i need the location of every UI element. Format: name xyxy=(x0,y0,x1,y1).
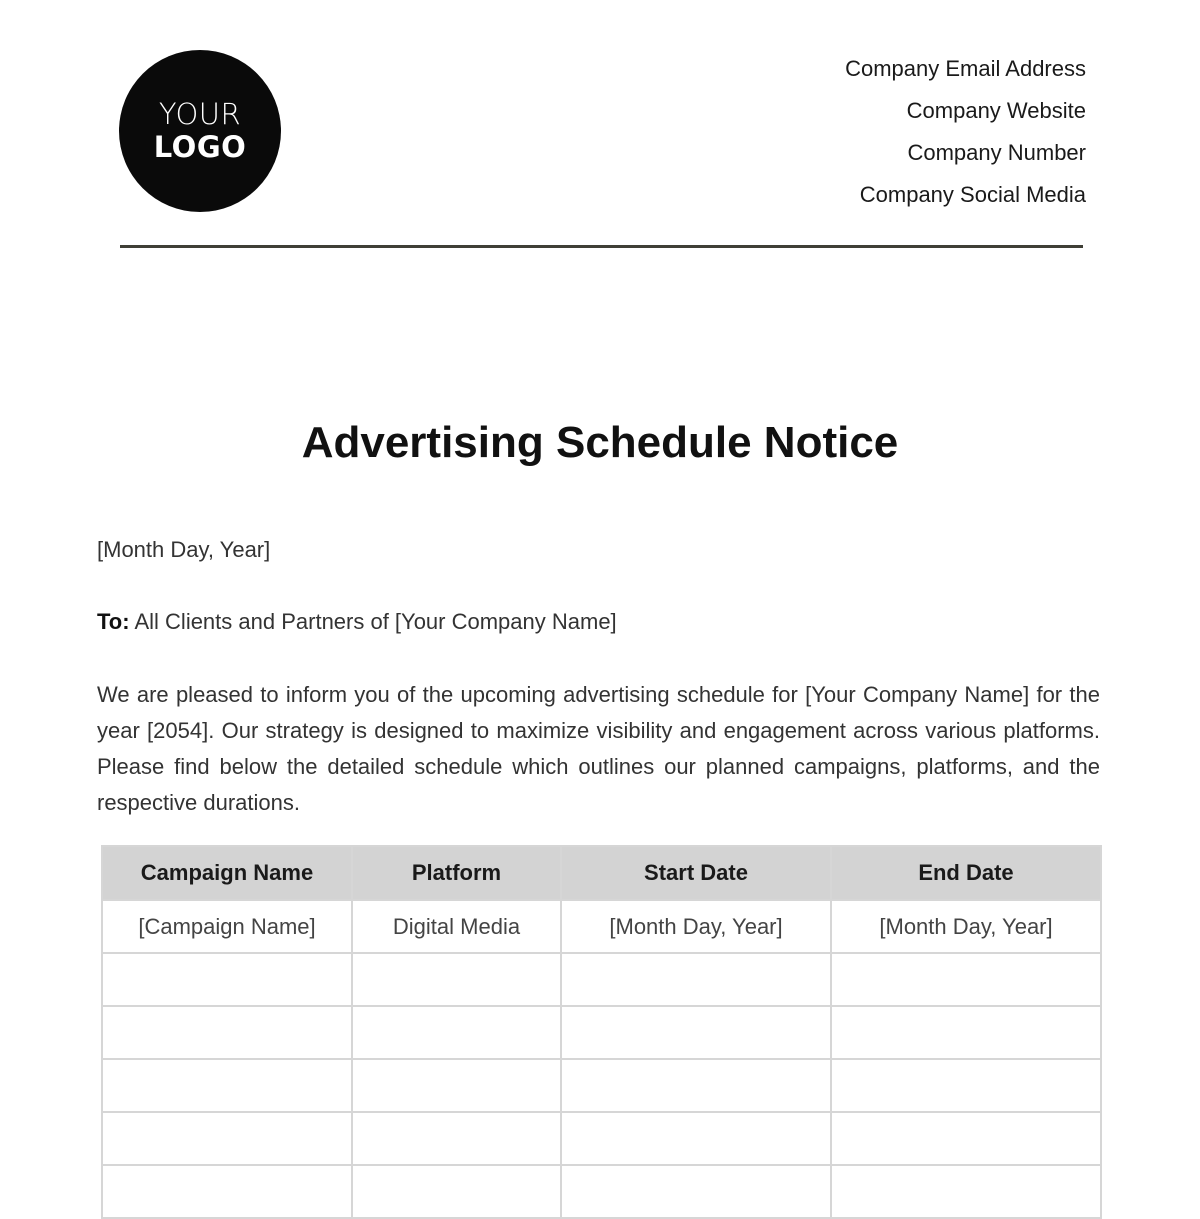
table-header-row xyxy=(102,846,1101,900)
table-row xyxy=(102,953,1101,1006)
cell-campaign-name xyxy=(102,1006,352,1059)
header-end-date: End Date xyxy=(831,846,1101,900)
logo-text-bottom: LOGO xyxy=(153,130,247,164)
table-row xyxy=(102,1006,1101,1059)
cell-campaign-name xyxy=(102,1059,352,1112)
cell-platform xyxy=(352,1059,561,1112)
cell-end-date xyxy=(831,1165,1101,1218)
cell-start-date xyxy=(561,1006,831,1059)
cell-campaign-name xyxy=(102,953,352,1006)
cell-end-date xyxy=(831,953,1101,1006)
table-row xyxy=(102,1059,1101,1112)
header-divider xyxy=(120,245,1083,248)
cell-end-date xyxy=(831,1006,1101,1059)
cell-platform xyxy=(352,953,561,1006)
cell-start-date: [Month Day, Year] xyxy=(561,900,831,953)
cell-platform xyxy=(352,1112,561,1165)
header-platform: Platform xyxy=(352,846,561,900)
company-number: Company Number xyxy=(907,140,1086,165)
header-start-date: Start Date xyxy=(561,846,831,900)
recipient-value: All Clients and Partners of [Your Company Name] xyxy=(129,609,617,634)
cell-start-date xyxy=(561,1059,831,1112)
company-contact-block xyxy=(845,53,1086,221)
cell-campaign-name xyxy=(102,1112,352,1165)
cell-start-date xyxy=(561,1112,831,1165)
cell-campaign-name: [Campaign Name] xyxy=(102,900,352,953)
company-social-media: Company Social Media xyxy=(859,182,1086,207)
cell-start-date xyxy=(561,1165,831,1218)
document-date: [Month Day, Year] xyxy=(97,537,271,562)
cell-end-date xyxy=(831,1112,1101,1165)
cell-end-date xyxy=(831,1059,1101,1112)
company-email: Company Email Address xyxy=(845,56,1086,81)
cell-start-date xyxy=(561,953,831,1006)
cell-platform: Digital Media xyxy=(352,900,561,953)
cell-campaign-name xyxy=(102,1165,352,1218)
recipient-line xyxy=(97,609,617,635)
table-row xyxy=(102,900,1101,953)
table-row xyxy=(102,1112,1101,1165)
cell-platform xyxy=(352,1165,561,1218)
header-campaign-name: Campaign Name xyxy=(102,846,352,900)
document-title: Advertising Schedule Notice xyxy=(301,418,899,467)
table-row xyxy=(102,1165,1101,1218)
logo-text-top: YOUR xyxy=(158,97,242,131)
company-logo xyxy=(119,50,281,212)
notice-body-paragraph: We are pleased to inform you of the upcoming advertising schedule for [Your Company Name] for the year [2054]. Our strategy is designed to maximize visibility and engagement across various platforms. Please find below the detailed schedule which outlines our planned campaigns, platforms, and the respective durations. xyxy=(97,682,1100,815)
cell-end-date: [Month Day, Year] xyxy=(831,900,1101,953)
recipient-label: To: xyxy=(97,609,130,634)
advertising-schedule-table xyxy=(101,845,1102,1219)
company-website: Company Website xyxy=(906,98,1086,123)
cell-platform xyxy=(352,1006,561,1059)
